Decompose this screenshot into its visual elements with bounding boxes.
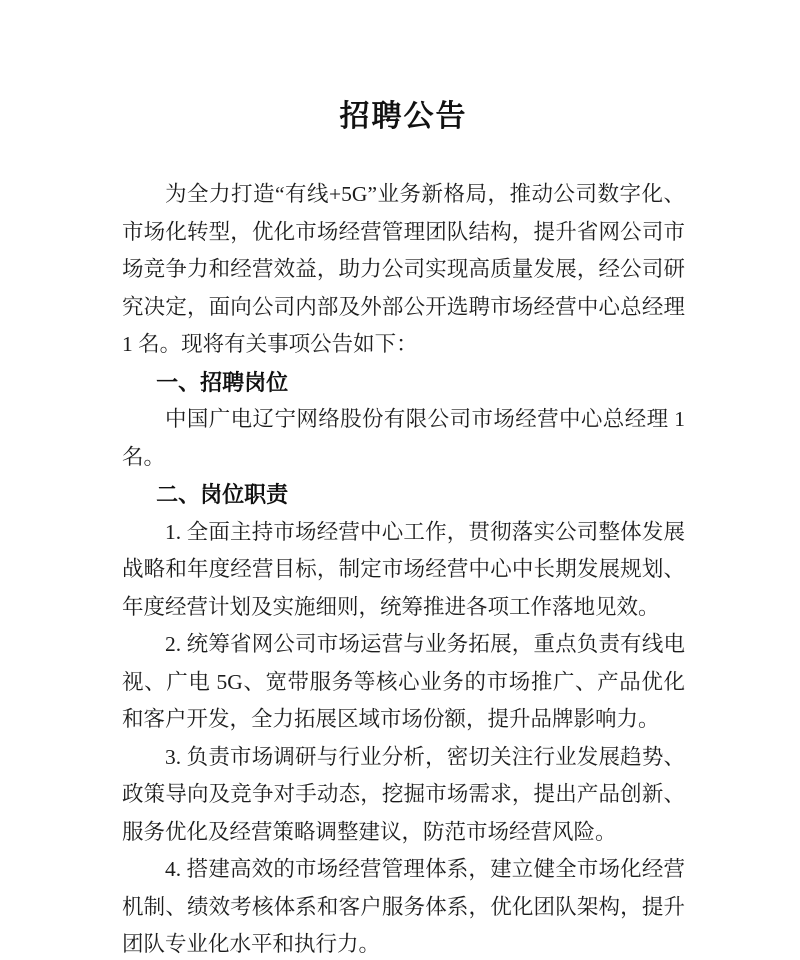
duty-item-1: 1. 全面主持市场经营中心工作，贯彻落实公司整体发展战略和年度经营目标，制定市场经营中心中长期发展规划、年度经营计划及实施细则，统筹推进各项工作落地见效。 — [122, 519, 685, 619]
duty-item-3: 3. 负责市场调研与行业分析，密切关注行业发展趋势、政策导向及竞争对手动态，挖掘市场需求，提出产品创新、服务优化及经营策略调整建议，防范市场经营风险。 — [122, 744, 685, 844]
document-body — [122, 95, 685, 960]
document-title: 招聘公告 — [339, 100, 468, 133]
section-heading-recruitment-position: 一、招聘岗位 — [156, 369, 289, 395]
intro-paragraph: 为全力打造“有线+5G”业务新格局，推动公司数字化、市场化转型，优化市场经营管理团队结构，提升省网公司市场竞争力和经营效益，助力公司实现高质量发展，经公司研究决定，面向公司内部及外部公开选聘市场经营中心总经理 1 名。现将有关事项公告如下： — [122, 182, 685, 356]
duty-item-4: 4. 搭建高效的市场经营管理体系，建立健全市场化经营机制、绩效考核体系和客户服务体系，优化团队架构，提升团队专业化水平和执行力。 — [122, 857, 685, 956]
section-heading-job-duties: 二、岗位职责 — [156, 482, 289, 507]
paragraph-position: 中国广电辽宁网络股份有限公司市场经营中心总经理 1 名。 — [122, 407, 685, 469]
duty-item-2: 2. 统筹省网公司市场运营与业务拓展，重点负责有线电视、广电 5G、宽带服务等核心业务的市场推广、产品优化和客户开发，全力拓展区域市场份额，提升品牌影响力。 — [122, 632, 685, 731]
